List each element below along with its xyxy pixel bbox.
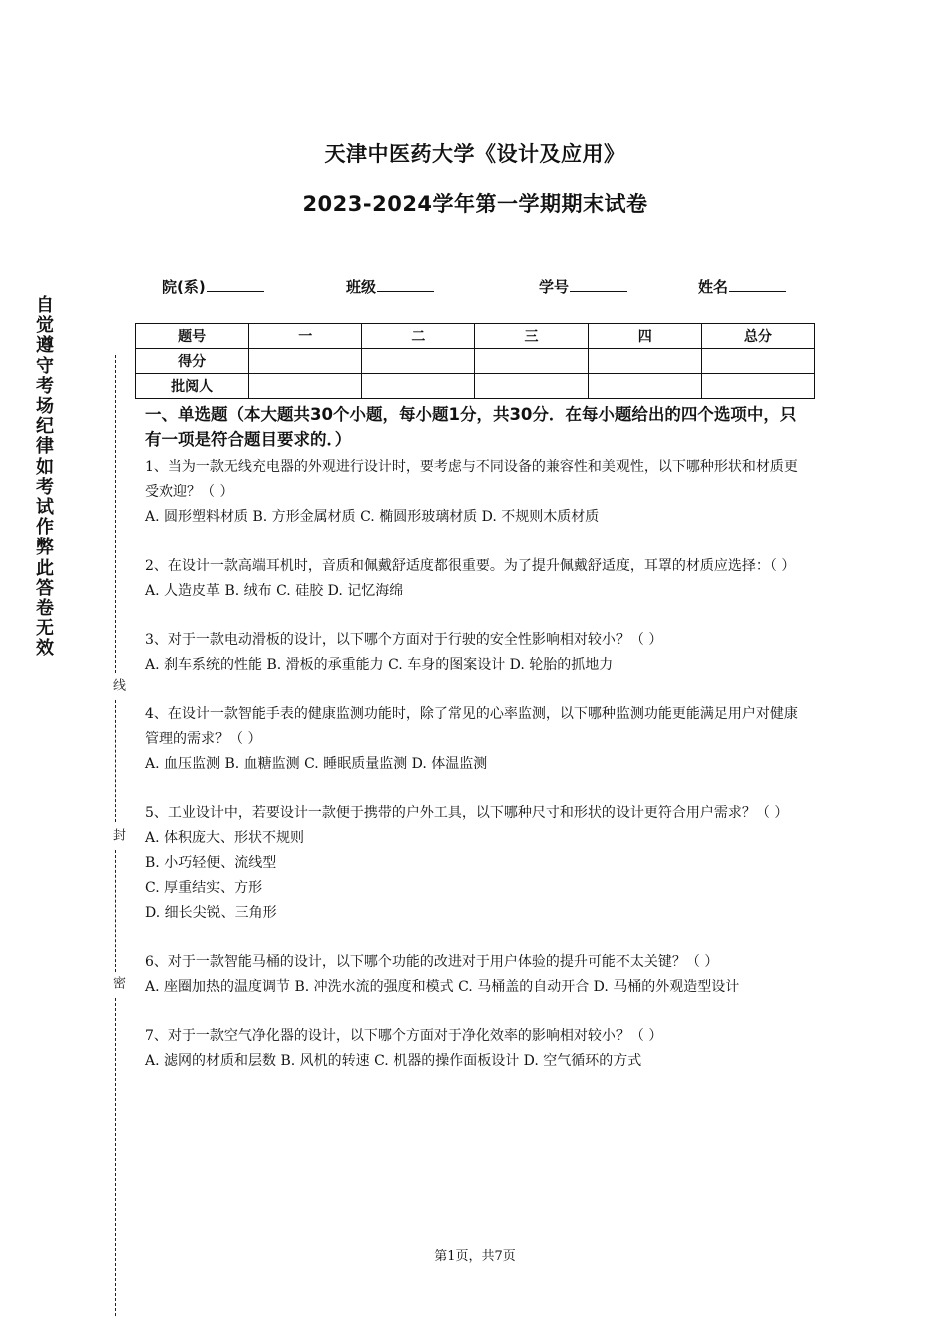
exam-subtitle: 2023-2024学年第一学期期末试卷 <box>302 192 648 216</box>
name-label: 姓名 <box>698 278 729 296</box>
question-text: 1、当为一款无线充电器的外观进行设计时，要考虑与不同设备的兼容性和美观性，以下哪种形状和材质更受欢迎？（ ） <box>145 459 798 500</box>
name-field[interactable] <box>698 276 786 297</box>
question-option: D. 细长尖锐、三角形 <box>145 905 277 921</box>
name-blank[interactable] <box>729 276 786 292</box>
exam-title: 天津中医药大学《设计及应用》 <box>324 142 626 166</box>
score-header-cell: 四 <box>588 324 701 349</box>
score-table-header-row <box>136 324 815 349</box>
question-options: A. 滤网的材质和层数 B. 风机的转速 C. 机器的操作面板设计 D. 空气循环的方式 <box>145 1053 642 1069</box>
score-header-cell: 题号 <box>136 324 249 349</box>
question-item <box>145 554 810 604</box>
student-id-blank[interactable] <box>570 276 627 292</box>
question-item <box>145 950 810 1000</box>
question-text: 4、在设计一款智能手表的健康监测功能时，除了常见的心率监测，以下哪种监测功能更能满足用户对健康管理的需求？（ ） <box>145 706 798 747</box>
score-table <box>135 323 815 399</box>
score-cell[interactable] <box>588 349 701 374</box>
score-header-cell: 二 <box>362 324 475 349</box>
score-header-cell: 三 <box>475 324 588 349</box>
question-option: B. 小巧轻便、流线型 <box>145 855 277 871</box>
exam-content <box>145 402 810 1098</box>
score-cell[interactable] <box>249 349 362 374</box>
binding-mark-line: 线 <box>110 678 125 691</box>
department-blank[interactable] <box>207 276 264 292</box>
binding-line-segment <box>115 998 116 1316</box>
score-cell[interactable] <box>475 349 588 374</box>
grader-cell[interactable] <box>588 374 701 399</box>
grader-row-label: 批阅人 <box>136 374 249 399</box>
question-item <box>145 801 810 926</box>
question-item <box>145 628 810 678</box>
question-options: A. 座圈加热的温度调节 B. 冲洗水流的强度和模式 C. 马桶盖的自动开合 D. 马桶的外观造型设计 <box>145 979 740 995</box>
binding-mark-seal: 封 <box>110 828 125 841</box>
binding-line-segment <box>115 850 116 972</box>
question-option: A. 体积庞大、形状不规则 <box>145 830 305 846</box>
question-text: 2、在设计一款高端耳机时，音质和佩戴舒适度都很重要。为了提升佩戴舒适度，耳罩的材质应选择：（ ） <box>145 558 796 574</box>
binding-mark-secret: 密 <box>110 976 125 989</box>
question-text: 6、对于一款智能马桶的设计，以下哪个功能的改进对于用户体验的提升可能不太关键？（ ） <box>145 954 719 970</box>
question-text: 3、对于一款电动滑板的设计，以下哪个方面对于行驶的安全性影响相对较小？（ ） <box>145 632 663 648</box>
score-row-label: 得分 <box>136 349 249 374</box>
question-text: 7、对于一款空气净化器的设计，以下哪个方面对于净化效率的影响相对较小？（ ） <box>145 1028 663 1044</box>
exam-discipline-notice: 自觉遵守考场纪律如考试作弊此答卷无效 <box>36 295 54 660</box>
score-table-score-row <box>136 349 815 374</box>
class-label: 班级 <box>346 278 377 296</box>
department-label: 院(系) <box>162 278 206 296</box>
score-header-cell: 一 <box>249 324 362 349</box>
page-number: 第1页，共7页 <box>434 1249 516 1264</box>
department-field[interactable] <box>162 276 264 297</box>
question-item <box>145 1024 810 1074</box>
question-item <box>145 455 810 530</box>
score-header-cell: 总分 <box>701 324 814 349</box>
student-id-label: 学号 <box>539 278 570 296</box>
section-heading: 一、单选题（本大题共30个小题，每小题1分，共30分．在每小题给出的四个选项中，只有一项是符合题目要求的．） <box>145 405 797 449</box>
grader-cell[interactable] <box>362 374 475 399</box>
score-cell[interactable] <box>701 349 814 374</box>
class-field[interactable] <box>346 276 434 297</box>
binding-line-segment <box>115 355 116 673</box>
question-options: A. 人造皮革 B. 绒布 C. 硅胶 D. 记忆海绵 <box>145 583 404 599</box>
grader-cell[interactable] <box>701 374 814 399</box>
binding-line-segment <box>115 700 116 822</box>
question-item <box>145 702 810 777</box>
question-options: A. 血压监测 B. 血糖监测 C. 睡眠质量监测 D. 体温监测 <box>145 756 488 772</box>
student-id-field[interactable] <box>539 276 627 297</box>
score-cell[interactable] <box>362 349 475 374</box>
grader-cell[interactable] <box>475 374 588 399</box>
question-option: C. 厚重结实、方形 <box>145 880 263 896</box>
question-options: A. 圆形塑料材质 B. 方形金属材质 C. 椭圆形玻璃材质 D. 不规则木质材质 <box>145 509 600 525</box>
question-options: A. 刹车系统的性能 B. 滑板的承重能力 C. 车身的图案设计 D. 轮胎的抓地力 <box>145 657 614 673</box>
class-blank[interactable] <box>377 276 434 292</box>
question-text: 5、工业设计中，若要设计一款便于携带的户外工具，以下哪种尺寸和形状的设计更符合用户需求？（ ） <box>145 805 789 821</box>
grader-cell[interactable] <box>249 374 362 399</box>
score-table-grader-row <box>136 374 815 399</box>
student-info-row <box>0 276 950 298</box>
